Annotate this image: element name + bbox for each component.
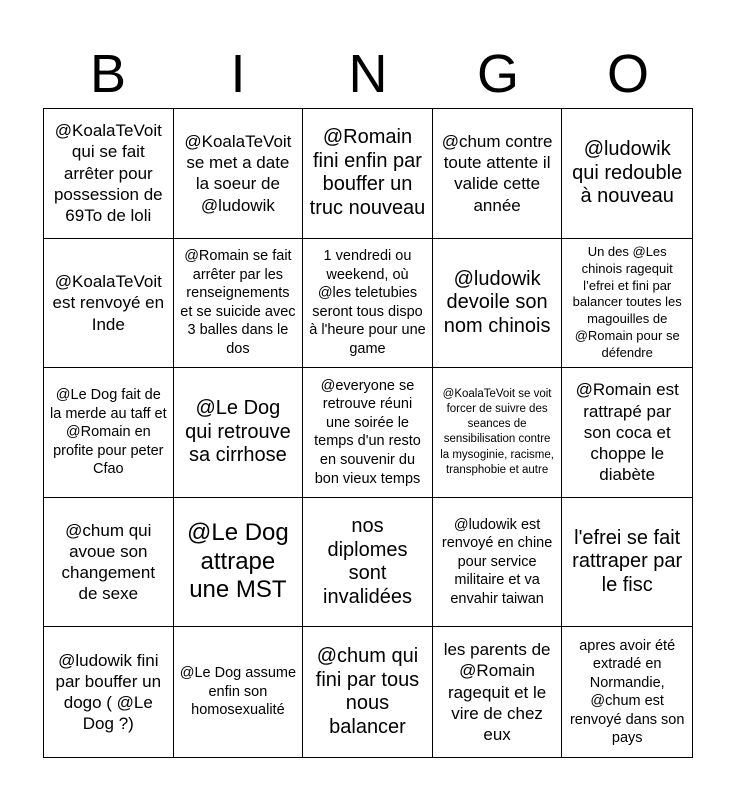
cell-text: @Le Dog assume enfin son homosexualité — [179, 665, 297, 719]
header-letter-i: I — [230, 44, 246, 104]
cell-text: nos diplomes sont invalidées — [323, 514, 412, 608]
bingo-cell[interactable] — [562, 368, 692, 498]
cell-text: @KoalaTeVoit est renvoyé en Inde — [52, 272, 165, 334]
bingo-cell[interactable] — [562, 627, 692, 757]
bingo-cell[interactable] — [303, 498, 433, 628]
bingo-cell[interactable] — [44, 368, 174, 498]
cell-text: @chum qui avoue son changement de sexe — [61, 520, 156, 604]
header-letter-g: G — [476, 44, 519, 104]
cell-text: les parents de @Romain ragequit et le vire de chez eux — [443, 640, 551, 745]
cell-text: @chum qui fini par tous nous balancer — [315, 645, 420, 738]
bingo-cell[interactable] — [44, 109, 174, 239]
cell-text: @ludowik qui redouble à nouveau — [572, 137, 683, 208]
cell-text: @Le Dog attrape une MST — [187, 518, 289, 604]
bingo-cell[interactable] — [174, 368, 304, 498]
bingo-header — [43, 40, 693, 108]
bingo-cell[interactable] — [303, 627, 433, 757]
header-letter-o: O — [606, 44, 649, 104]
bingo-cell[interactable] — [303, 109, 433, 239]
bingo-cell[interactable] — [44, 627, 174, 757]
cell-text: @KoalaTeVoit se voit forcer de suivre des seances de sensibilisation contre la mysoginie, racisme, transphobie et autre — [440, 387, 554, 476]
bingo-cell[interactable] — [303, 368, 433, 498]
bingo-board — [43, 108, 693, 758]
cell-text: @Le Dog fait de la merde au taff et @Romain en profite pour peter Cfao — [50, 387, 167, 478]
bingo-cell[interactable] — [433, 627, 563, 757]
header-letter-n: N — [348, 44, 388, 104]
bingo-cell[interactable] — [174, 498, 304, 628]
header-letter-b: B — [89, 44, 127, 104]
bingo-cell[interactable] — [562, 239, 692, 369]
cell-text: @everyone se retrouve réuni une soirée le temps d'un resto en souvenir du bon vieux temps — [314, 377, 421, 487]
cell-text: @Romain fini enfin par bouffer un truc nouveau — [309, 126, 426, 219]
cell-text: @ludowik est renvoyé en chine pour service militaire et va envahir taiwan — [441, 516, 553, 607]
bingo-cell[interactable] — [562, 498, 692, 628]
bingo-cell[interactable] — [303, 239, 433, 369]
cell-text: 1 vendredi ou weekend, où @les teletubies seront tous dispo à l'heure pour une game — [309, 248, 426, 357]
cell-text: apres avoir été extradé en Normandie, @chum est renvoyé dans son pays — [569, 637, 685, 747]
cell-text: l'efrei se fait rattraper par le fisc — [572, 526, 683, 596]
cell-text: @Romain est rattrapé par son coca et choppe le diabète — [575, 380, 679, 485]
bingo-cell[interactable] — [174, 627, 304, 757]
bingo-cell[interactable] — [174, 109, 304, 239]
bingo-cell[interactable] — [44, 498, 174, 628]
cell-text: @ludowik fini par bouffer un dogo ( @Le Dog ?) — [55, 650, 162, 734]
bingo-cell[interactable] — [174, 239, 304, 369]
bingo-cell[interactable] — [433, 498, 563, 628]
cell-text: @KoalaTeVoit qui se fait arrêter pour possession de 69To de loli — [53, 121, 163, 226]
bingo-cell[interactable] — [44, 239, 174, 369]
bingo-cell[interactable] — [433, 109, 563, 239]
bingo-cell[interactable] — [562, 109, 692, 239]
cell-text: @chum contre toute attente il valide cette année — [441, 131, 553, 215]
cell-text: @Le Dog qui retrouve sa cirrhose — [185, 397, 291, 467]
cell-text: @Romain se fait arrêter par les renseignements et se suicide avec 3 balles dans le dos — [180, 248, 296, 357]
bingo-cell[interactable] — [433, 239, 563, 369]
bingo-cell[interactable] — [433, 368, 563, 498]
cell-text: @KoalaTeVoit se met a date la soeur de @ludowik — [184, 131, 292, 215]
cell-text: Un des @Les chinois ragequit l’efrei et fini par balancer toutes les magouilles de @Romain pour se défendre — [572, 243, 682, 361]
cell-text: @ludowik devoile son nom chinois — [443, 267, 551, 337]
